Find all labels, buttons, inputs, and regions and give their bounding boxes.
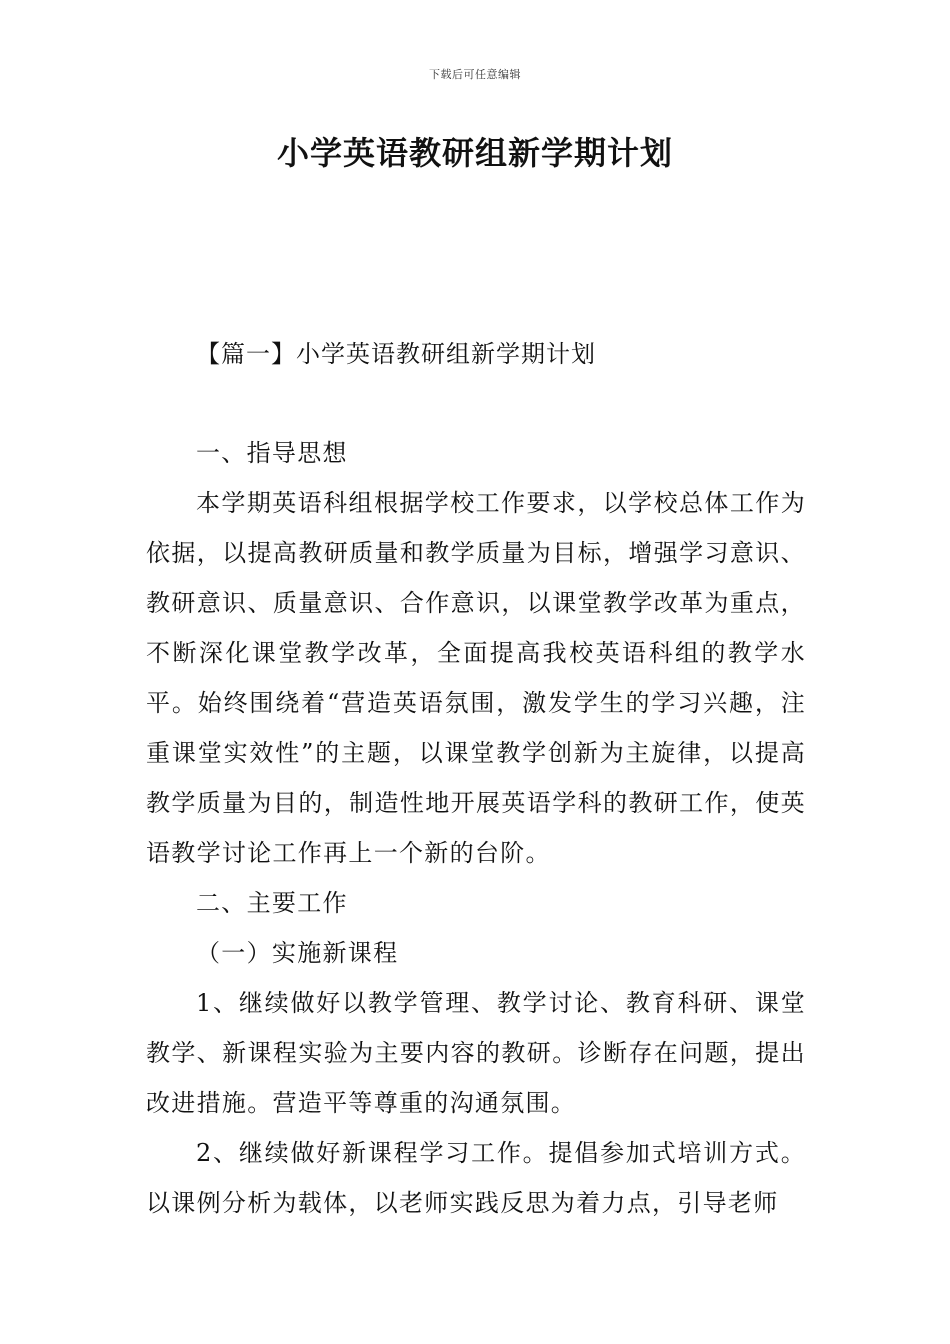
list-item-2: 2、继续做好新课程学习工作。提倡参加式培训方式。以课例分析为载体，以老师实践反思为着力点，引导老师 [146, 1139, 806, 1217]
document-body [146, 428, 806, 1228]
heading-main-work: 二、主要工作 [196, 889, 348, 917]
section-title: 【篇一】小学英语教研组新学期计划 [196, 340, 596, 368]
document-title: 小学英语教研组新学期计划 [276, 134, 673, 172]
heading-guiding-ideology: 一、指导思想 [196, 439, 348, 467]
paragraph-guiding-ideology: 本学期英语科组根据学校工作要求，以学校总体工作为依据，以提高教研质量和教学质量为目标，增强学习意识、教研意识、质量意识、合作意识，以课堂教学改革为重点，不断深化课堂教学改革，全面提高我校英语科组的教学水平。始终围绕着“营造英语氛围，激发学生的学习兴趣，注重课堂实效性”的主题，以课堂教学创新为主旋律，以提高教学质量为目的，制造性地开展英语学科的教研工作，使英语教学讨论工作再上一个新的台阶。 [146, 489, 806, 867]
subheading-new-curriculum: （一）实施新课程 [196, 939, 399, 967]
list-item-1: 1、继续做好以教学管理、教学讨论、教育科研、课堂教学、新课程实验为主要内容的教研。诊断存在问题，提出改进措施。营造平等尊重的沟通氛围。 [146, 989, 806, 1117]
header-note: 下载后可任意编辑 [429, 68, 521, 81]
